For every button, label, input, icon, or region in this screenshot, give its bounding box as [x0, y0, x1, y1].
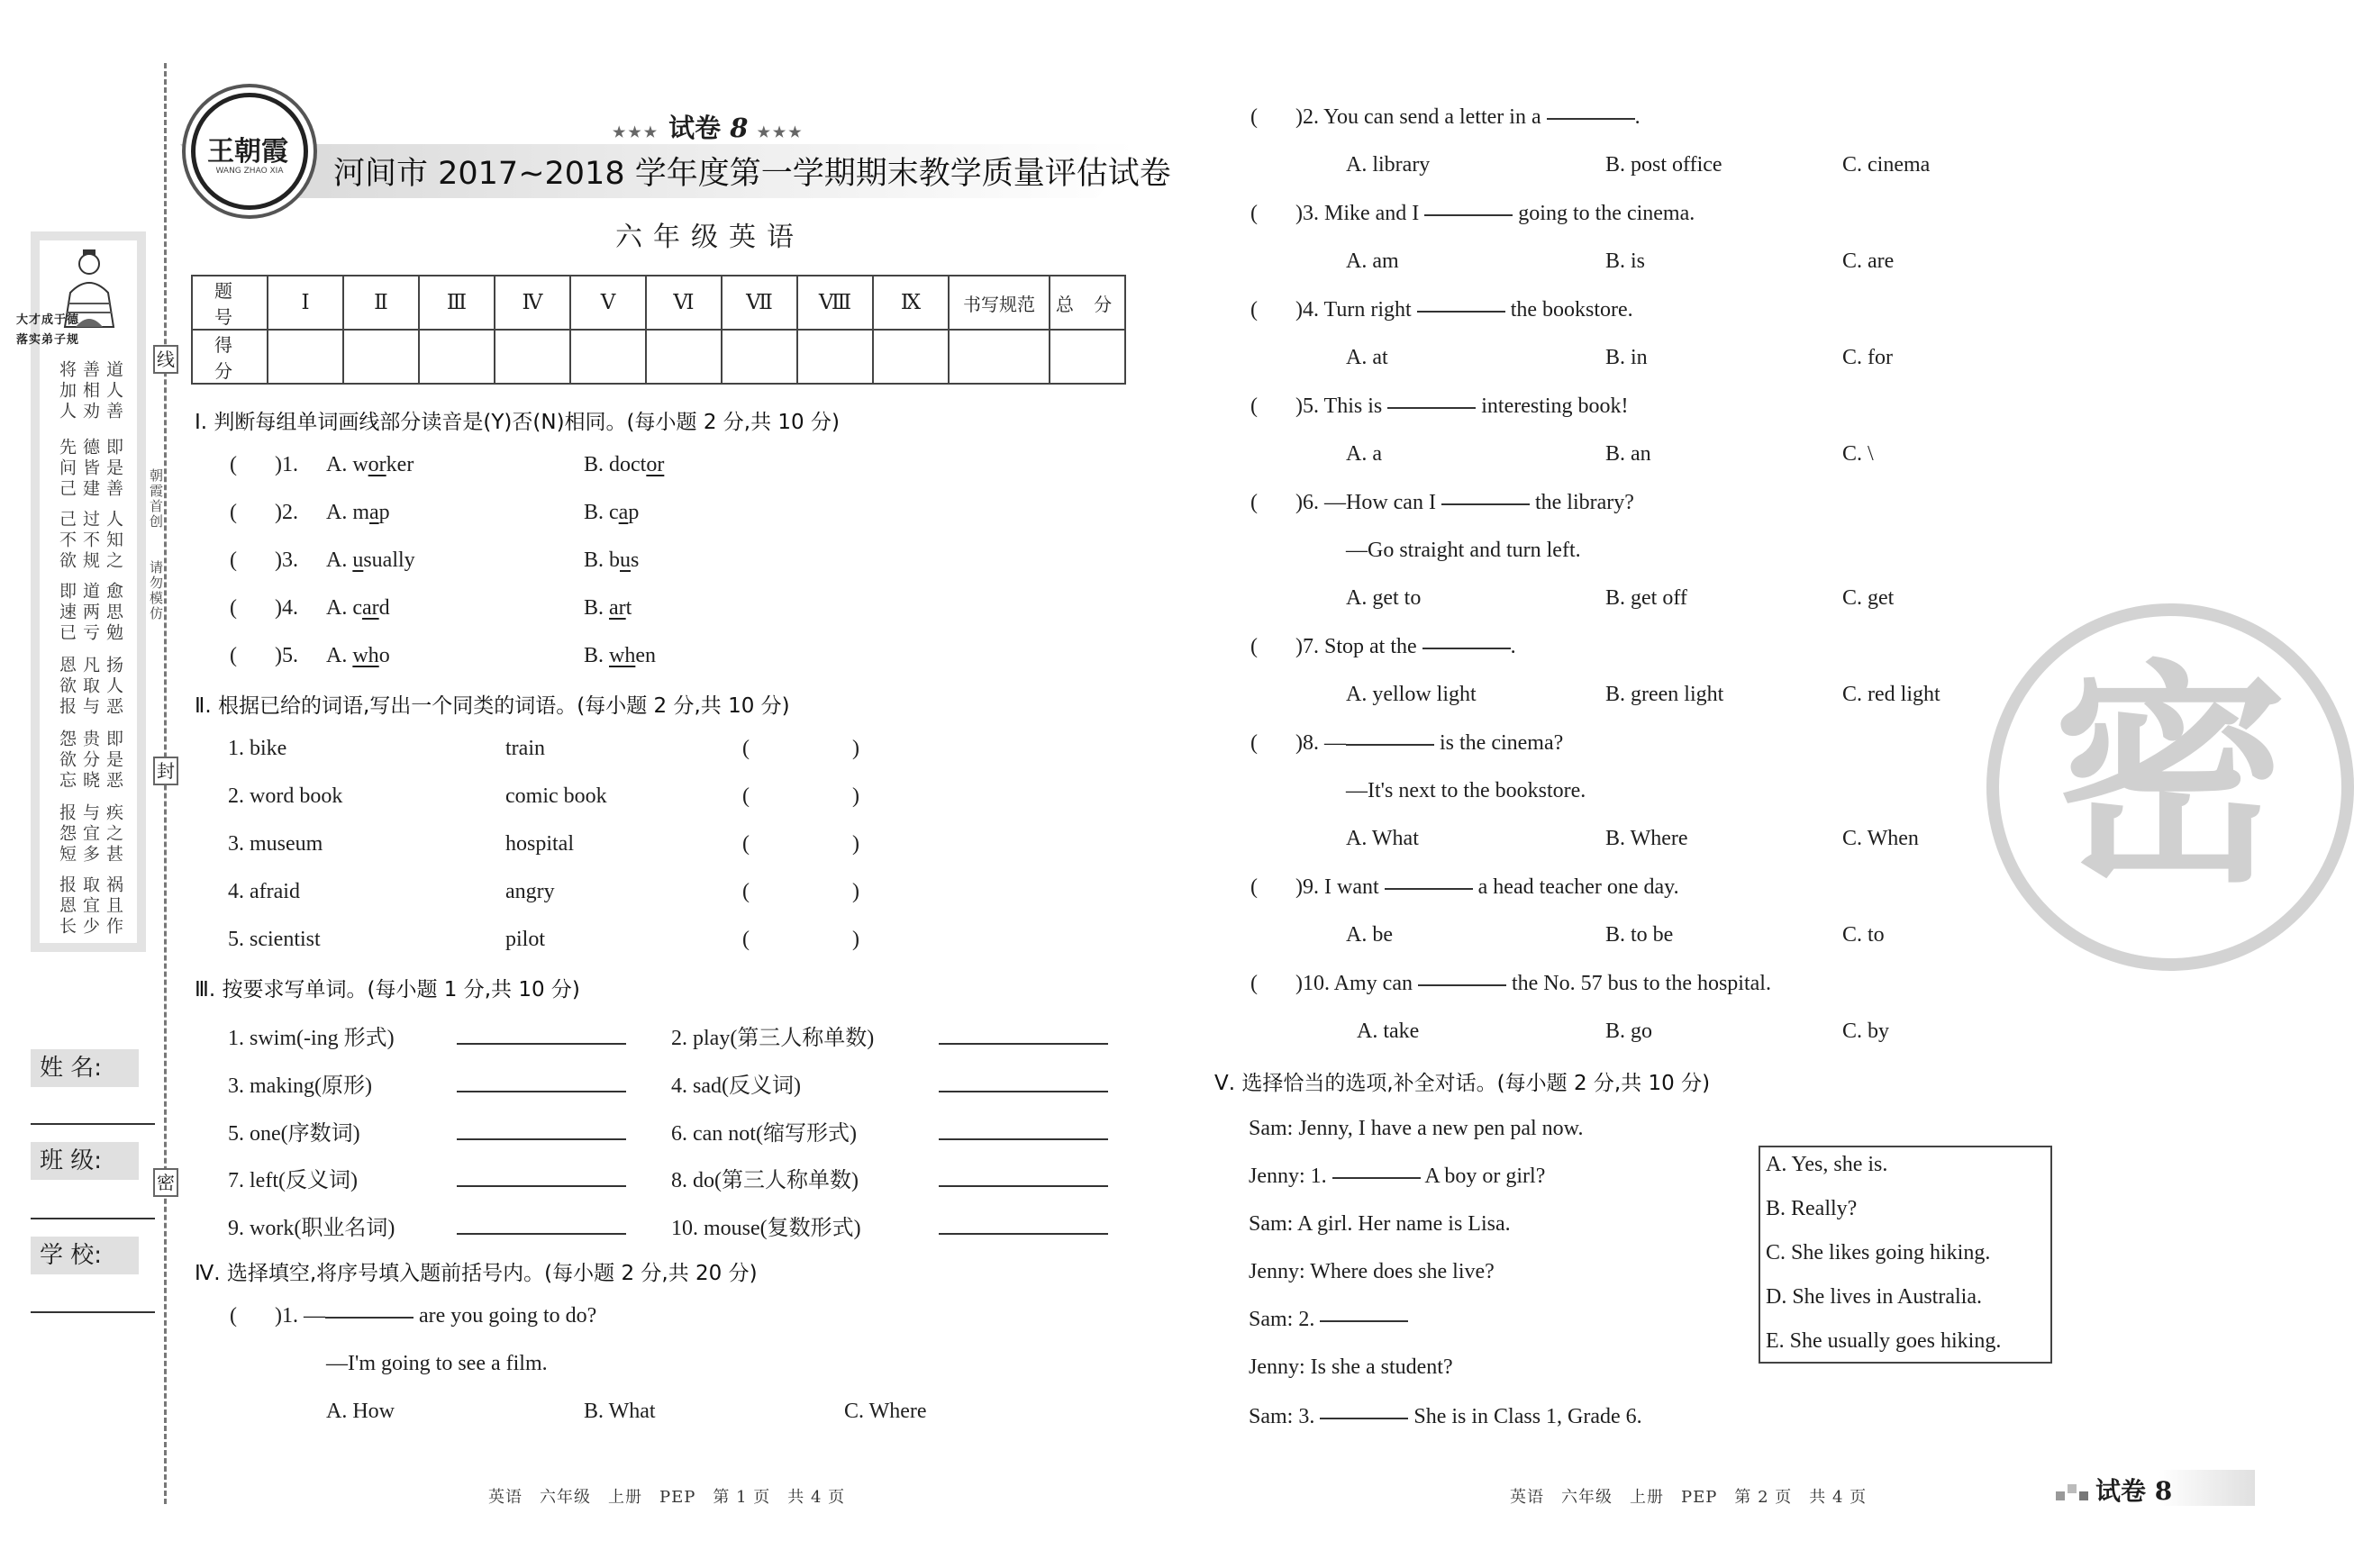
answer-blank[interactable]: [1424, 214, 1513, 216]
motto-column: 愈思勉: [104, 582, 123, 644]
word-example: train: [505, 737, 545, 760]
section-5-title: Ⅴ. 选择恰当的选项,补全对话。(每小题 2 分,共 10 分): [1214, 1072, 1711, 1095]
paper-label: 试卷: [668, 113, 722, 143]
motto-column: 贵分晓: [80, 730, 100, 792]
answer-line[interactable]: [457, 1091, 626, 1092]
motto-column: 报恩长: [57, 875, 77, 938]
option-item: B. Really?: [1766, 1197, 1858, 1220]
option-b: B. to be: [1605, 923, 1674, 947]
motto-column: 德皆建: [80, 438, 100, 500]
copyright-note-1: 朝霞首创: [148, 468, 164, 530]
answer-blank[interactable]: [1418, 984, 1506, 986]
motto-column: 与宜多: [80, 803, 100, 866]
option-a: A. be: [1346, 923, 1393, 947]
option-b: B. doctor: [584, 453, 665, 476]
dialogue-line: Jenny: Is she a student?: [1249, 1355, 1453, 1379]
answer-blank[interactable]: [1320, 1320, 1408, 1322]
word-example: hospital: [505, 832, 574, 856]
option-b: B. Where: [1605, 827, 1688, 850]
answer-bracket[interactable]: ( )1.: [230, 453, 298, 476]
option-item: D. She lives in Australia.: [1766, 1285, 1982, 1309]
dialogue-line: Jenny: Where does she live?: [1249, 1260, 1495, 1283]
option-a: A. What: [1346, 827, 1419, 850]
word-task: 9. work(职业名词): [228, 1217, 395, 1240]
motto-column: 恩欲报: [57, 656, 77, 718]
motto-column: 怨欲忘: [57, 730, 77, 792]
option-c: C. are: [1842, 249, 1895, 273]
mc-question-4: ( )4. Turn right the bookstore.: [1250, 298, 1633, 322]
score-row-label: 得 分: [192, 330, 268, 384]
answer-blank[interactable]: [1547, 118, 1635, 120]
section-4-title: Ⅳ. 选择填空,将序号填入题前括号内。(每小题 2 分,共 20 分): [195, 1262, 758, 1285]
option-a: A. worker: [326, 453, 414, 476]
word-task: 1. swim(-ing 形式): [228, 1027, 395, 1050]
answer-line[interactable]: [457, 1043, 626, 1045]
motto-column: 凡取与: [80, 656, 100, 718]
option-item: A. Yes, she is.: [1766, 1153, 1888, 1176]
option-c: C. \: [1842, 442, 1874, 466]
option-a: A. yellow light: [1346, 683, 1477, 706]
score-cell[interactable]: [1050, 330, 1125, 384]
question-number: 3.: [281, 548, 298, 572]
option-a: A. a: [1346, 442, 1382, 466]
motto-column: 善相劝: [80, 360, 100, 422]
score-cell[interactable]: [570, 330, 646, 384]
class-field[interactable]: [31, 1218, 155, 1219]
copyright-note-2: 请勿模仿: [148, 560, 164, 621]
answer-line[interactable]: [939, 1138, 1108, 1140]
option-b: B. post office: [1605, 153, 1722, 177]
word-task: 4. sad(反义词): [671, 1074, 801, 1098]
dialogue-line: Sam: 2.: [1249, 1308, 1408, 1332]
option-c: C. cinema: [1842, 153, 1931, 177]
dialogue-line: Sam: 3. She is in Class 1, Grade 6.: [1249, 1405, 1642, 1428]
score-col-header: Ⅴ: [570, 276, 646, 330]
answer-bracket[interactable]: ( ): [742, 784, 859, 808]
option-item: C. She likes going hiking.: [1766, 1241, 1991, 1264]
binding-mark-line: 线: [153, 345, 178, 374]
score-cell[interactable]: [646, 330, 722, 384]
footer-page-1: 英语 六年级 上册 PEP 第 1 页 共 4 页: [488, 1488, 846, 1507]
score-col-writing: 书写规范: [949, 276, 1050, 330]
footer-page-2: 英语 六年级 上册 PEP 第 2 页 共 4 页: [1510, 1488, 1868, 1507]
motto-heading-1: 大才成于德: [16, 313, 80, 327]
option-c: C. to: [1842, 923, 1885, 947]
score-cell[interactable]: [419, 330, 495, 384]
score-table-score-row: [192, 330, 1125, 384]
option-b: B. bus: [584, 548, 640, 572]
answer-line[interactable]: [939, 1043, 1108, 1045]
stars-right: ★★★: [757, 123, 804, 140]
word-example: angry: [505, 880, 555, 903]
score-col-header: Ⅷ: [797, 276, 873, 330]
binding-mark-seal: 封: [153, 757, 178, 785]
answer-line[interactable]: [457, 1185, 626, 1187]
option-c: C. for: [1842, 346, 1893, 369]
answer-bracket[interactable]: ( )2.: [230, 501, 298, 524]
section-3-title: Ⅲ. 按要求写单词。(每小题 1 分,共 10 分): [195, 978, 580, 1002]
corner-squares-icon: [2056, 1479, 2092, 1502]
paper-number-label: [613, 108, 804, 145]
answer-blank[interactable]: [1387, 407, 1476, 409]
option-b: B. an: [1605, 442, 1651, 466]
option-c: C. When: [1842, 827, 1919, 850]
motto-column: 己不欲: [57, 510, 77, 572]
motto-column: 先问己: [57, 438, 77, 500]
option-a: A. get to: [1346, 586, 1422, 610]
option-a: A. card: [326, 596, 390, 620]
score-col-header: Ⅲ: [419, 276, 495, 330]
motto-column: 将加人: [57, 360, 77, 422]
option-a: A. map: [326, 501, 390, 524]
motto-column: 即是善: [104, 438, 123, 500]
motto-column: 扬人恶: [104, 656, 123, 718]
option-c: C. Where: [844, 1400, 927, 1423]
word-example: pilot: [505, 928, 546, 951]
score-cell[interactable]: [343, 330, 419, 384]
section-2-title: Ⅱ. 根据已给的词语,写出一个同类的词语。(每小题 2 分,共 10 分): [195, 694, 790, 718]
score-table-header-row: [192, 276, 1125, 330]
motto-column: 道人善: [104, 360, 123, 422]
score-cell[interactable]: [722, 330, 797, 384]
motto-column: 人知之: [104, 510, 123, 572]
option-c: C. red light: [1842, 683, 1940, 706]
option-b: B. art: [584, 596, 632, 620]
answer-bracket[interactable]: ( ): [742, 737, 859, 760]
option-b: B. green light: [1605, 683, 1724, 706]
word-task: 5. one(序数词): [228, 1122, 360, 1146]
option-b: B. What: [584, 1400, 656, 1423]
answer-bracket[interactable]: ( )5.: [230, 644, 298, 667]
option-a: A. How: [326, 1400, 395, 1423]
answer-blank[interactable]: [1441, 503, 1530, 505]
word-given: 4. afraid: [228, 880, 300, 903]
answer-blank[interactable]: [1346, 744, 1434, 746]
answer-bracket[interactable]: ( ): [742, 832, 859, 856]
option-b: B. is: [1605, 249, 1646, 273]
option-item: E. She usually goes hiking.: [1766, 1329, 2002, 1353]
motto-column: 疾之甚: [104, 803, 123, 866]
answer-line[interactable]: [457, 1138, 626, 1140]
section-1-title: Ⅰ. 判断每组单词画线部分读音是(Y)否(N)相同。(每小题 2 分,共 10 分): [195, 411, 840, 434]
score-col-header: Ⅳ: [495, 276, 570, 330]
paper-number: 8: [730, 113, 749, 143]
answer-blank[interactable]: [1417, 311, 1505, 313]
question-number: 5.: [281, 644, 298, 667]
motto-column: 过不规: [80, 510, 100, 572]
answer-line[interactable]: [457, 1233, 626, 1235]
answer-blank[interactable]: [325, 1317, 414, 1319]
dialogue-reply: —Go straight and turn left.: [1346, 539, 1581, 562]
corner-paper-label: 试卷 8: [2095, 1476, 2173, 1506]
word-task: 3. making(原形): [228, 1074, 372, 1098]
motto-column: 报怨短: [57, 803, 77, 866]
mc-question-8: ( )8. — is the cinema?: [1250, 731, 1564, 755]
question-number: 2.: [281, 501, 298, 524]
logo-subtext: WANG ZHAO XIA: [215, 167, 284, 176]
answer-bracket[interactable]: ( ): [742, 928, 859, 951]
score-table: [191, 275, 1126, 385]
option-c: C. by: [1842, 1020, 1890, 1043]
dialogue-reply: —It's next to the bookstore.: [1346, 779, 1586, 802]
option-a: A. library: [1346, 153, 1431, 177]
word-given: 2. word book: [228, 784, 343, 808]
logo-text: 王朝霞: [207, 136, 288, 168]
score-cell[interactable]: [268, 330, 343, 384]
answer-blank[interactable]: [1320, 1418, 1408, 1419]
word-task: 8. do(第三人称单数): [671, 1169, 859, 1192]
word-given: 1. bike: [228, 737, 287, 760]
school-label: 学 校:: [31, 1237, 139, 1274]
word-given: 5. scientist: [228, 928, 321, 951]
confidential-watermark: 密: [1986, 603, 2354, 971]
mc-question-7: ( )7. Stop at the .: [1250, 635, 1516, 658]
option-b: B. go: [1605, 1020, 1653, 1043]
option-a: A. usually: [326, 548, 415, 572]
word-task: 2. play(第三人称单数): [671, 1027, 875, 1050]
motto-column: 即速已: [57, 582, 77, 644]
answer-blank[interactable]: [1422, 648, 1511, 649]
dialogue-line: Sam: Jenny, I have a new pen pal now.: [1249, 1117, 1584, 1140]
answer-line[interactable]: [939, 1091, 1108, 1092]
score-col-header: Ⅵ: [646, 276, 722, 330]
mc-question-10: ( )10. Amy can the No. 57 bus to the hospital.: [1250, 972, 1771, 995]
option-b: B. when: [584, 644, 657, 667]
stars-left: ★★★: [613, 123, 660, 140]
binding-mark-secret: 密: [153, 1168, 178, 1197]
word-task: 6. can not(缩写形式): [671, 1122, 857, 1146]
score-col-header: Ⅶ: [722, 276, 797, 330]
class-label: 班 级:: [31, 1142, 139, 1180]
score-cell[interactable]: [495, 330, 570, 384]
score-cell[interactable]: [797, 330, 873, 384]
word-task: 10. mouse(复数形式): [671, 1217, 861, 1240]
dialogue-line: Sam: A girl. Her name is Lisa.: [1249, 1212, 1511, 1236]
answer-bracket[interactable]: ( )4.: [230, 596, 298, 620]
motto-heading-2: 落实弟子规: [16, 333, 80, 347]
dialogue-line: Jenny: 1. A boy or girl?: [1249, 1165, 1546, 1188]
answer-bracket[interactable]: ( )3.: [230, 548, 298, 572]
score-col-header: Ⅰ: [268, 276, 343, 330]
mc-question-1: ( )1. — are you going to do?: [230, 1304, 597, 1328]
mc-question-3: ( )3. Mike and I going to the cinema.: [1250, 202, 1695, 225]
score-row-label: 题 号: [192, 276, 268, 330]
option-a: A. at: [1346, 346, 1388, 369]
mc-question-2: ( )2. You can send a letter in a .: [1250, 105, 1641, 129]
answer-line[interactable]: [939, 1185, 1108, 1187]
name-label: 姓 名:: [31, 1049, 139, 1087]
exam-title: 河间市 2017~2018 学年度第一学期期末教学质量评估试卷: [333, 156, 1171, 192]
motto-column: 道两亏: [80, 582, 100, 644]
option-a: A. who: [326, 644, 390, 667]
question-number: 1.: [281, 453, 298, 476]
word-given: 3. museum: [228, 832, 323, 856]
score-col-header: Ⅱ: [343, 276, 419, 330]
option-b: B. get off: [1605, 586, 1687, 610]
dialogue-reply: —I'm going to see a film.: [326, 1352, 548, 1375]
option-a: A. am: [1346, 249, 1399, 273]
name-field[interactable]: [31, 1123, 155, 1125]
mc-question-9: ( )9. I want a head teacher one day.: [1250, 875, 1679, 899]
motto-column: 祸且作: [104, 875, 123, 938]
answer-blank[interactable]: [1332, 1177, 1421, 1179]
mc-question-6: ( )6. —How can I the library?: [1250, 491, 1634, 514]
question-number: 4.: [281, 596, 298, 620]
subject-title: 六年级英语: [615, 222, 804, 253]
option-c: C. get: [1842, 586, 1895, 610]
score-col-total: 总 分: [1050, 276, 1125, 330]
option-b: B. cap: [584, 501, 640, 524]
mc-question-5: ( )5. This is interesting book!: [1250, 394, 1629, 418]
motto-column: 即是恶: [104, 730, 123, 792]
answer-blank[interactable]: [1385, 888, 1473, 890]
score-cell[interactable]: [873, 330, 949, 384]
word-task: 7. left(反义词): [228, 1169, 358, 1192]
score-cell[interactable]: [949, 330, 1050, 384]
answer-line[interactable]: [939, 1233, 1108, 1235]
option-b: B. in: [1605, 346, 1648, 369]
answer-bracket[interactable]: ( ): [742, 880, 859, 903]
motto-column: 取宜少: [80, 875, 100, 938]
option-a: A. take: [1357, 1020, 1420, 1043]
word-example: comic book: [505, 784, 607, 808]
school-field[interactable]: [31, 1311, 155, 1313]
score-col-header: Ⅸ: [873, 276, 949, 330]
